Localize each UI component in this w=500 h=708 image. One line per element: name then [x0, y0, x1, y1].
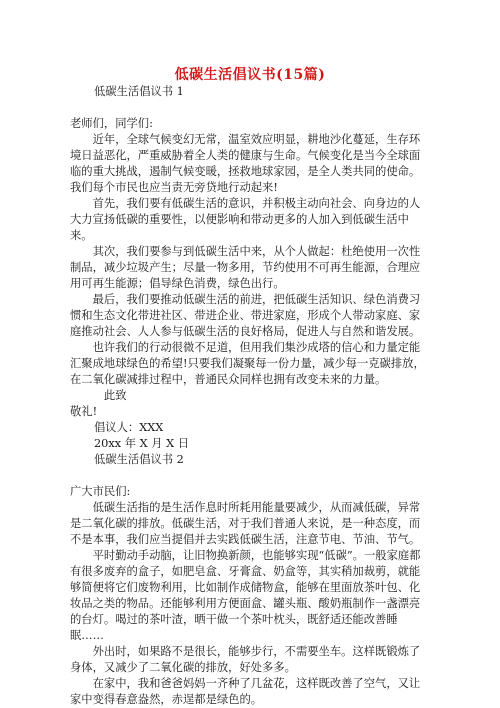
closing-line: 此致 [103, 389, 127, 402]
spacer [70, 100, 426, 116]
signer-line: 倡议人：XXX [94, 421, 164, 434]
paragraph: 在家中，我和爸爸妈妈一齐种了几盆花，这样既改善了空气，又让家中变得春意盎然，赤逞都是绿色的。 [70, 677, 421, 706]
paragraph: 其次，我们要参与到低碳生活中来，从个人做起：杜绝使用一次性制品，减少垃圾产生；尽量一物多用，节约使用不可再生能源，合理应用可再生能源；倡导绿色消费，绿色出行。 [70, 245, 421, 290]
salute-line: 敬礼! [70, 405, 98, 418]
section-heading: 低碳生活倡议书 2 [94, 453, 184, 466]
paragraph: 也许我们的行动很微不足道，但用我们集沙成塔的信心和力量定能汇聚成地球绿色的希望!只要我们凝聚每一份力量，减少每一克碳排放，在二氧化碳减排过程中，普通民众同样也拥有改变未来的力量。 [70, 341, 425, 386]
document-title: 低碳生活倡议书(15篇) [174, 67, 326, 83]
greeting: 老师们，同学们: [70, 117, 153, 130]
date-line: 20xx 年 X 月 X 日 [94, 437, 190, 450]
paragraph: 平时勤动手动脑，让旧物换新颜，也能够实现“低碳”。一般家庭都有很多废弃的盒子，如肥皂盒、牙膏盒、奶盒等，其实稍加裁剪，就能够简便将它们废物利用，比如制作成储物盒，能够在里面放茶叶包、化妆品之类的物品。还能够利用方便面盒、罐头瓶、酸奶瓶制作一盏漂亮的台灯。喝过的茶叶渣，晒干做一个茶叶枕头，既舒适还能改善睡眠…… [70, 549, 421, 642]
paragraph: 近年，全球气候变幻无常，温室效应明显，耕地沙化蔓延，生存环境日益恶化，严重威胁着全人类的健康与生命。气候变化是当今全球面临的重大挑战，遏制气候变暖，拯救地球家园，是全人类共同的使命。我们每个市民也应当责无旁贷地行动起来! [70, 133, 421, 194]
spacer [70, 468, 426, 484]
section-heading: 低碳生活倡议书 1 [94, 85, 184, 98]
document-body [70, 84, 426, 708]
greeting: 广大市民们: [70, 485, 131, 498]
paragraph: 低碳生活指的是生活作息时所耗用能量要减少，从而减低碳，异常是二氧化碳的排放。低碳生活，对于我们普通人来说，是一种态度，而不是本事，我们应当提倡并去实践低碳生活，注意节电、节油、节气。 [70, 501, 421, 546]
paragraph: 首先，我们要有低碳生活的意识，并积极主动向社会、向身边的人大力宣扬低碳的重要性，以便影响和带动更多的人加入到低碳生活中来。 [70, 197, 421, 242]
paragraph: 最后，我们要推动低碳生活的前进，把低碳生活知识、绿色消费习惯和生态文化带进社区、带进企业、带进家庭，形成个人带动家庭、家庭推动社会、人人参与低碳生活的良好格局，促进人与自然和谐发展。 [70, 293, 421, 338]
paragraph: 外出时，如果路不是很长，能够步行，不需要坐车。这样既锻炼了身体，又减少了二氧化碳的排放，好处多多。 [70, 645, 421, 674]
